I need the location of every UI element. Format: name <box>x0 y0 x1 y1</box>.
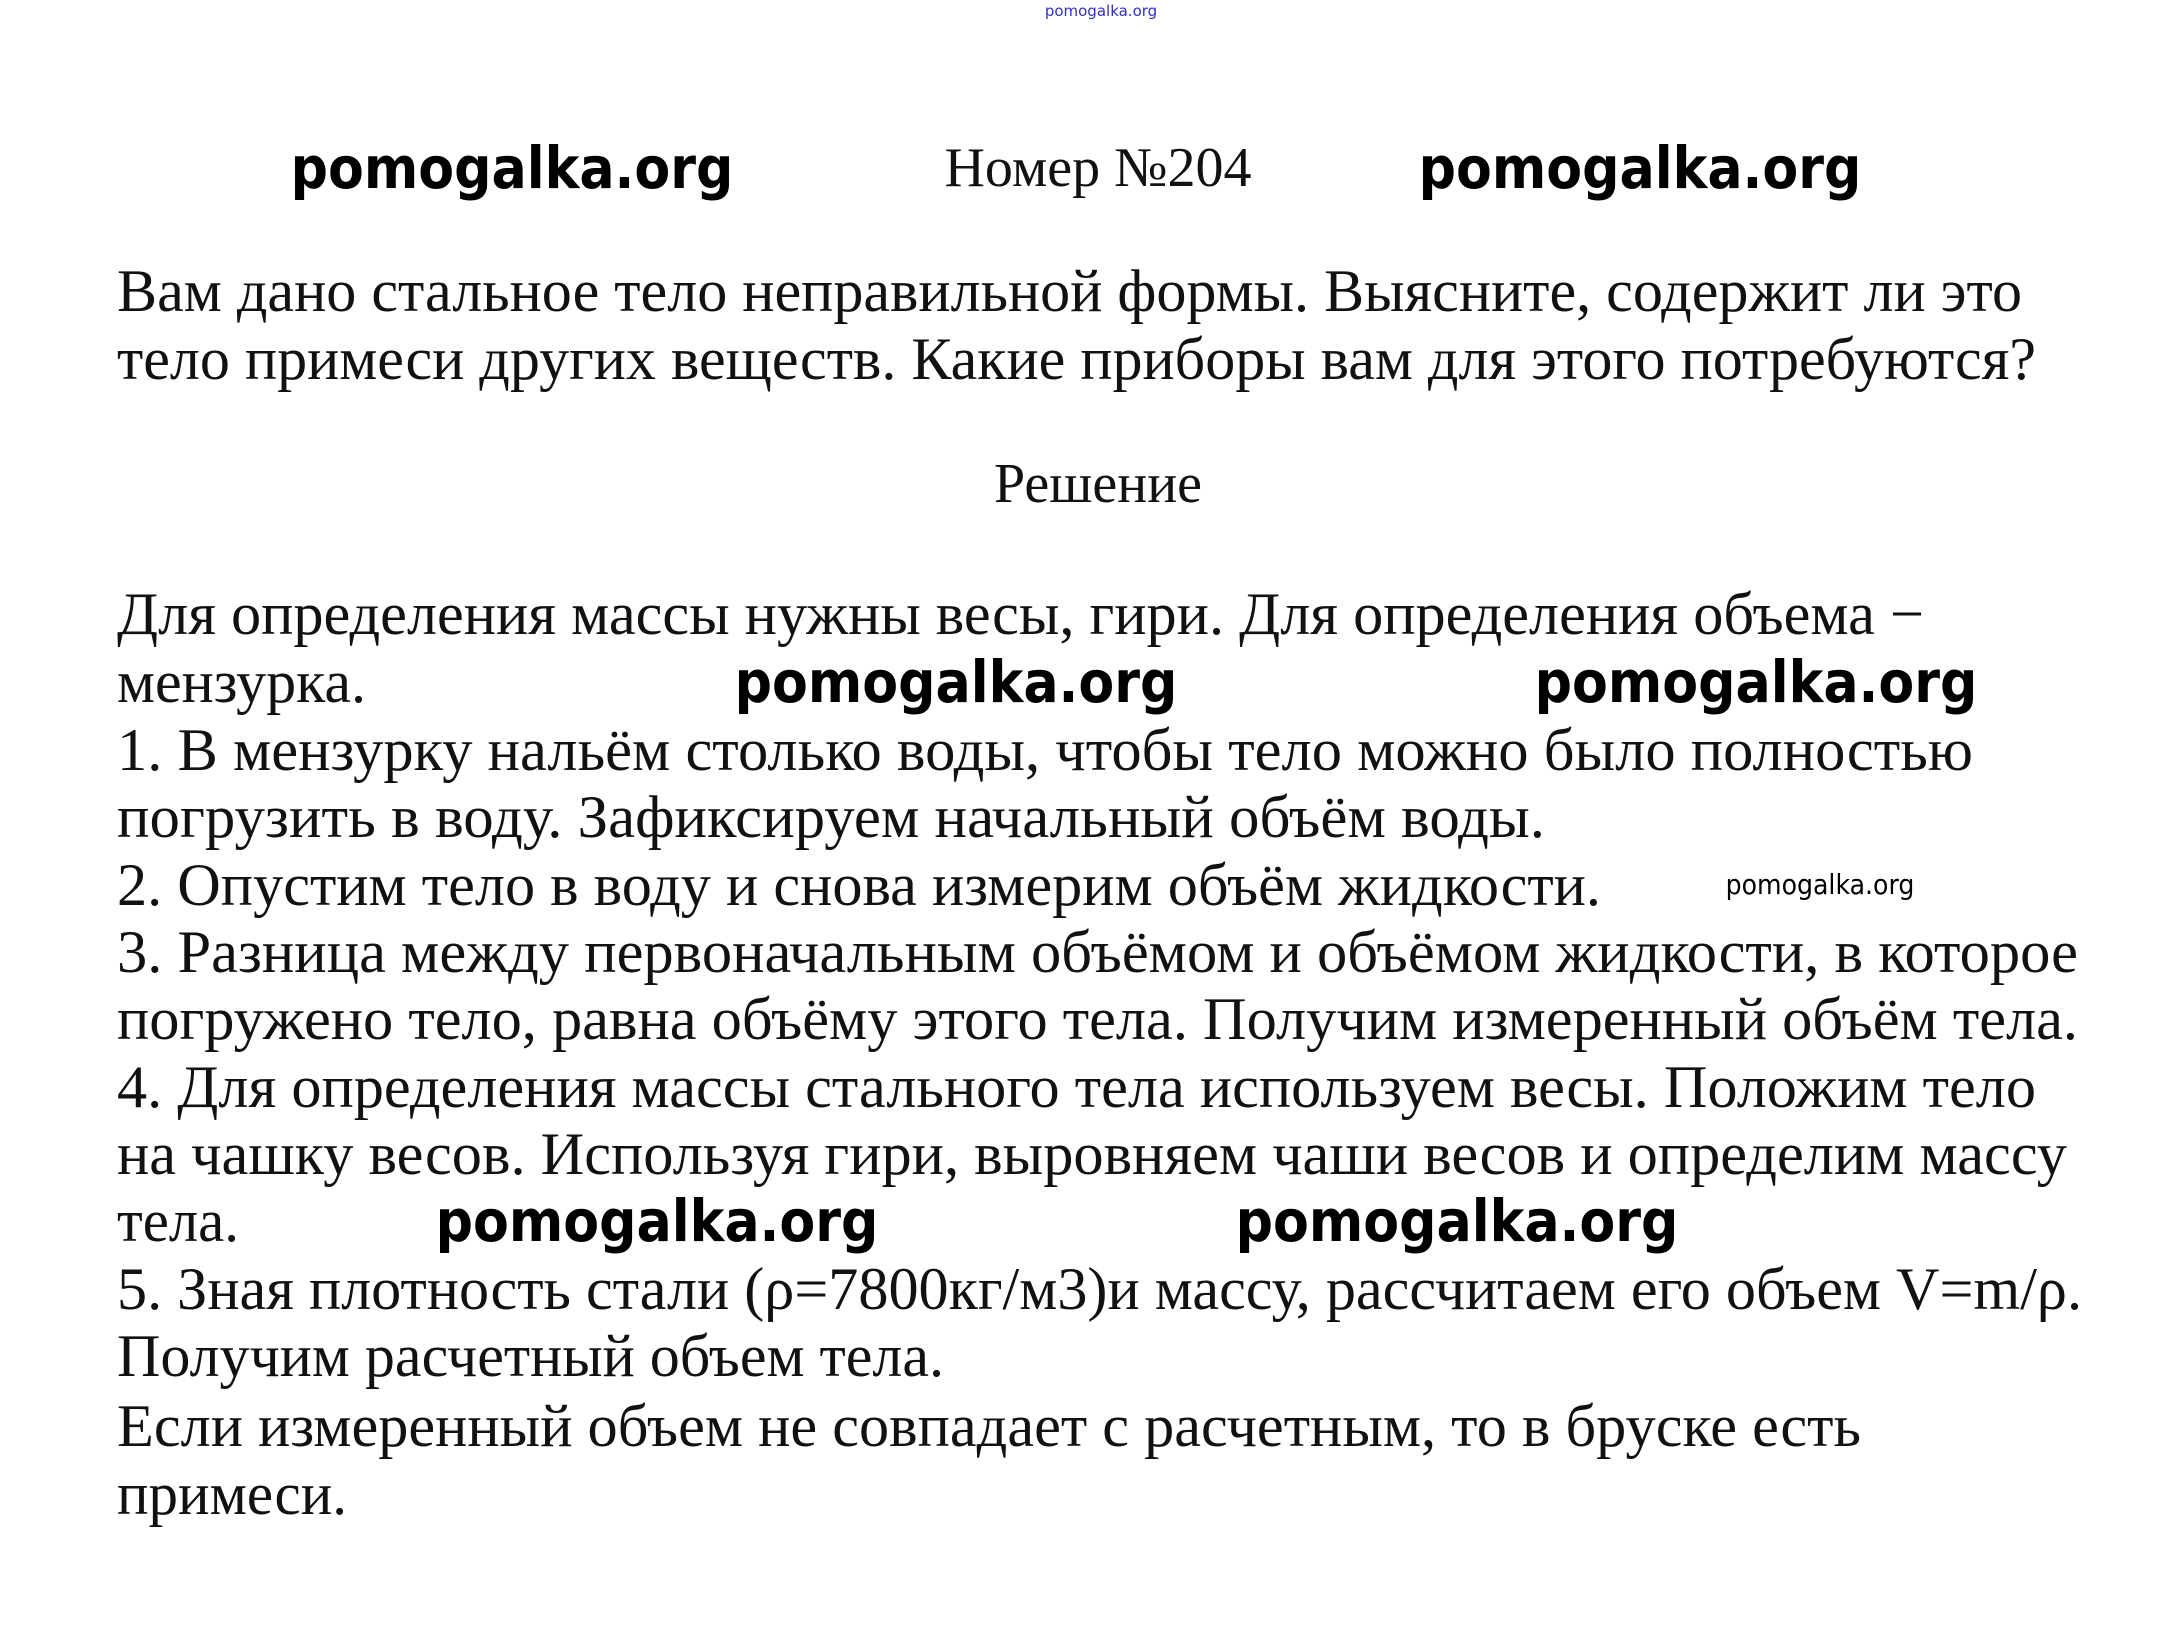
solution-line: погрузить в воду. Зафиксируем начальный объём воды. <box>117 784 1545 850</box>
solution-line: примеси. <box>117 1461 347 1527</box>
watermark: pomogalka.org <box>734 648 1178 716</box>
solution-line: Если измеренный объем не совпадает с расчетным, то в бруске есть <box>117 1393 1861 1459</box>
task-line: тело примеси других веществ. Какие приборы вам для этого потребуются? <box>117 326 2036 392</box>
watermark: pomogalka.org <box>290 134 734 202</box>
watermark: pomogalka.org <box>435 1187 879 1255</box>
solution-line: 2. Опустим тело в воду и снова измерим объём жидкости. <box>117 852 1602 918</box>
solution-line: мензурка. <box>117 649 366 715</box>
top-watermark: pomogalka.org <box>1044 2 1158 20</box>
solution-line: тела. <box>117 1188 239 1254</box>
solution-line: 3. Разница между первоначальным объёмом и объёмом жидкости, в которое <box>117 919 2078 985</box>
watermark: pomogalka.org <box>1418 134 1862 202</box>
solution-line: погружено тело, равна объёму этого тела. Получим измеренный объём тела. <box>117 986 2078 1052</box>
watermark: pomogalka.org <box>1534 648 1978 716</box>
task-line: Вам дано стальное тело неправильной формы. Выясните, содержит ли это <box>117 258 2022 324</box>
watermark: pomogalka.org <box>1235 1187 1679 1255</box>
watermark: pomogalka.org <box>1725 868 1915 901</box>
solution-line: на чашку весов. Используя гири, выровняем чаши весов и определим массу <box>117 1121 2067 1187</box>
solution-line: 1. В мензурку нальём столько воды, чтобы тело можно было полностью <box>117 717 1974 783</box>
solution-line: 5. Зная плотность стали (ρ=7800кг/м3)и массу, рассчитаем его объем V=m/ρ. <box>117 1256 2082 1322</box>
solution-line: Получим расчетный объем тела. <box>117 1323 945 1389</box>
solution-line: 4. Для определения массы стального тела используем весы. Положим тело <box>117 1054 2036 1120</box>
solution-heading: Решение <box>993 453 1203 515</box>
page-title: Номер №204 <box>944 137 1252 199</box>
solution-line: Для определения массы нужны весы, гири. Для определения объема − <box>117 581 1924 647</box>
